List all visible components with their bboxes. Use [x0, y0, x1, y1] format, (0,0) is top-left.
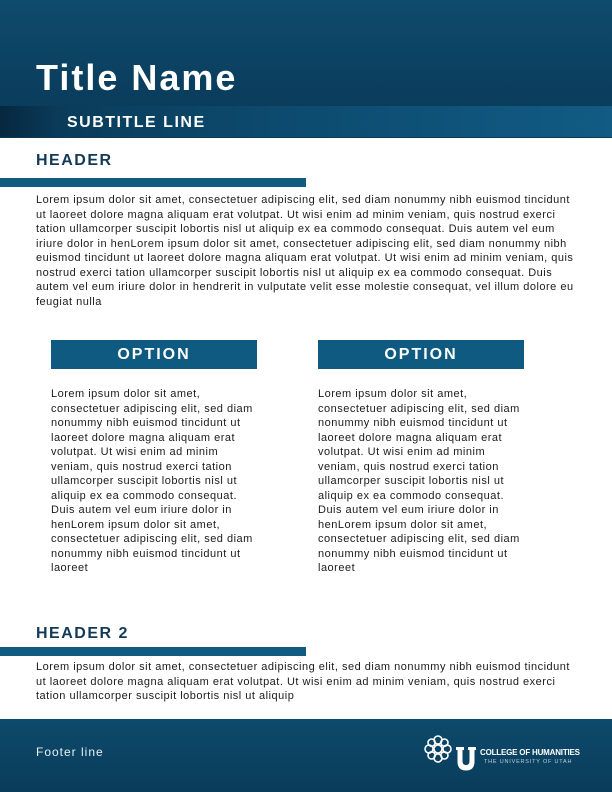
- logo-college-name: COLLEGE OF HUMANITIES: [480, 748, 580, 757]
- document-subtitle: SUBTITLE LINE: [67, 114, 206, 131]
- option-heading-2: OPTION: [318, 340, 524, 369]
- option-body-1: Lorem ipsum dolor sit amet, consectetuer adipiscing elit, sed diam nonummy nibh euismod tincidunt ut laoreet dolore magna aliquam erat volutpat. Ut wisi enim ad minim veniam, quis nostrud exerci tation ullamcorper suscipit lobortis nisl ut aliquip ex ea commodo consequat. Duis autem vel eum iriure dolor in henLorem ipsum dolor sit amet, consectetuer adipiscing elit, sed diam nonummy nibh euismod tincidunt ut laoreet: [51, 388, 253, 574]
- section-header: HEADER: [36, 152, 113, 169]
- option-heading-1: OPTION: [51, 340, 257, 369]
- block-u-icon: [455, 746, 477, 772]
- college-logo: [422, 731, 582, 773]
- logo-university-name: THE UNIVERSITY OF UTAH: [484, 759, 573, 765]
- section-2-header: HEADER 2: [36, 625, 129, 642]
- footer-text: Footer line: [36, 745, 104, 759]
- header-2-divider: [0, 647, 306, 656]
- university-seal-icon: [422, 733, 454, 765]
- section-body: Lorem ipsum dolor sit amet, consectetuer adipiscing elit, sed diam nonummy nibh euismod tincidunt ut laoreet dolore magna aliquam erat volutpat. Ut wisi enim ad minim veniam, quis nostrud exerci tation ullamcorper suscipit lobortis nisl ut aliquip ex ea commodo consequat. Duis autem vel eum iriure dolor in henLorem ipsum dolor sit amet, consectetuer adipiscing elit, sed diam nonummy nibh euismod tincidunt ut laoreet dolore magna aliquam erat volutpat. Ut wisi enim ad minim veniam, quis nostrud exerci tation ullamcorper suscipit lobortis nisl ut aliquip ex ea commodo consequat. Duis autem vel eum iriure dolor in hendrerit in vulputate velit esse molestie consequat, vel illum dolore eu feugiat nulla: [36, 194, 574, 308]
- document-title: Title Name: [36, 57, 238, 98]
- header-divider: [0, 178, 306, 187]
- section-2-body: Lorem ipsum dolor sit amet, consectetuer adipiscing elit, sed diam nonummy nibh euismod tincidunt ut laoreet dolore magna aliquam erat volutpat. Ut wisi enim ad minim veniam, quis nostrud exerci tation ullamcorper suscipit lobortis nisl ut aliquip: [36, 661, 570, 702]
- option-body-2: Lorem ipsum dolor sit amet, consectetuer adipiscing elit, sed diam nonummy nibh euismod tincidunt ut laoreet dolore magna aliquam erat volutpat. Ut wisi enim ad minim veniam, quis nostrud exerci tation ullamcorper suscipit lobortis nisl ut aliquip ex ea commodo consequat. Duis autem vel eum iriure dolor in henLorem ipsum dolor sit amet, consectetuer adipiscing elit, sed diam nonummy nibh euismod tincidunt ut laoreet: [318, 388, 520, 574]
